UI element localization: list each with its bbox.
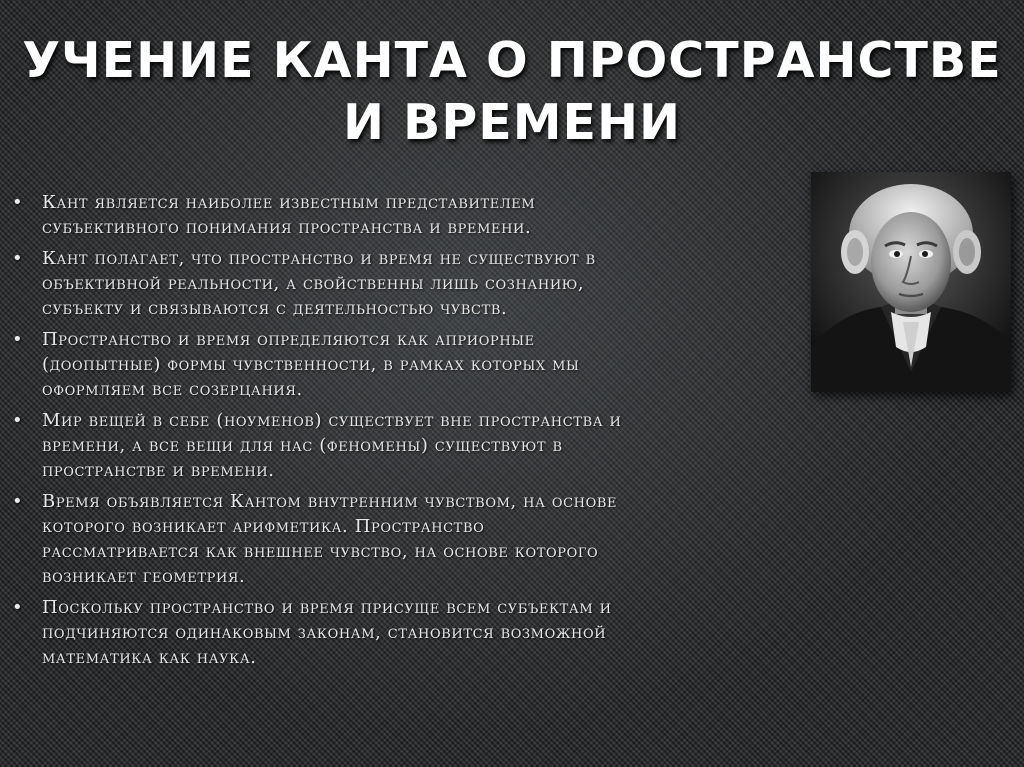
- slide-title: [20, 30, 1004, 154]
- bullet-icon: •: [12, 192, 24, 213]
- bullet-text-line: которого возникает арифметика. Пространство: [42, 516, 485, 537]
- bullet-text-line: субъекту и связываются с деятельностью чувств.: [42, 298, 508, 319]
- bullet-icon: •: [12, 491, 24, 512]
- bullet-text-line: Кант является наиболее известным представителем: [42, 192, 536, 213]
- bullet-text-line: (доопытные) формы чувственности, в рамках которых мы: [42, 354, 580, 375]
- bullet-item: [10, 408, 790, 483]
- slide-title-line-1: УЧЕНИЕ КАНТА О ПРОСТРАНСТВЕ: [22, 32, 1002, 89]
- bullet-icon: •: [12, 248, 24, 269]
- portrait-illustration: [811, 172, 1011, 392]
- bullet-text-line: подчиняются одинаковым законам, становится возможной: [42, 622, 607, 643]
- slide-title-line-2: И ВРЕМЕНИ: [342, 94, 682, 151]
- bullet-text-line: математика как наука.: [42, 647, 257, 668]
- kant-portrait: [811, 172, 1011, 392]
- bullet-text-line: субъективного понимания пространства и времени.: [42, 217, 532, 238]
- bullet-icon: •: [12, 329, 24, 350]
- bullet-text-line: времени, а все вещи для нас (феномены) существуют в: [42, 435, 563, 456]
- bullet-text-line: Мир вещей в себе (ноуменов) существует вне пространства и: [42, 410, 622, 431]
- bullet-text-line: рассматривается как внешнее чувство, на основе которого: [42, 541, 599, 562]
- bullet-list: [10, 190, 790, 676]
- bullet-text-line: Поскольку пространство и время присуще всем субъектам и: [42, 597, 612, 618]
- bullet-item: [10, 327, 790, 402]
- bullet-item: [10, 246, 790, 321]
- bullet-text-line: пространстве и времени.: [42, 460, 275, 481]
- bullet-item: [10, 190, 790, 240]
- bullet-text-line: возникает геометрия.: [42, 566, 246, 587]
- bullet-text-line: Пространство и время определяются как априорные: [42, 329, 535, 350]
- bullet-icon: •: [12, 597, 24, 618]
- bullet-icon: •: [12, 410, 24, 431]
- bullet-item: [10, 489, 790, 589]
- bullet-text-line: оформляем все созерцания.: [42, 379, 303, 400]
- bullet-item: [10, 595, 790, 670]
- bullet-text-line: объективной реальности, а свойственны лишь сознанию,: [42, 273, 585, 294]
- bullet-text-line: Кант полагает, что пространство и время не существуют в: [42, 248, 596, 269]
- bullet-text-line: Время объявляется Кантом внутренним чувством, на основе: [42, 491, 618, 512]
